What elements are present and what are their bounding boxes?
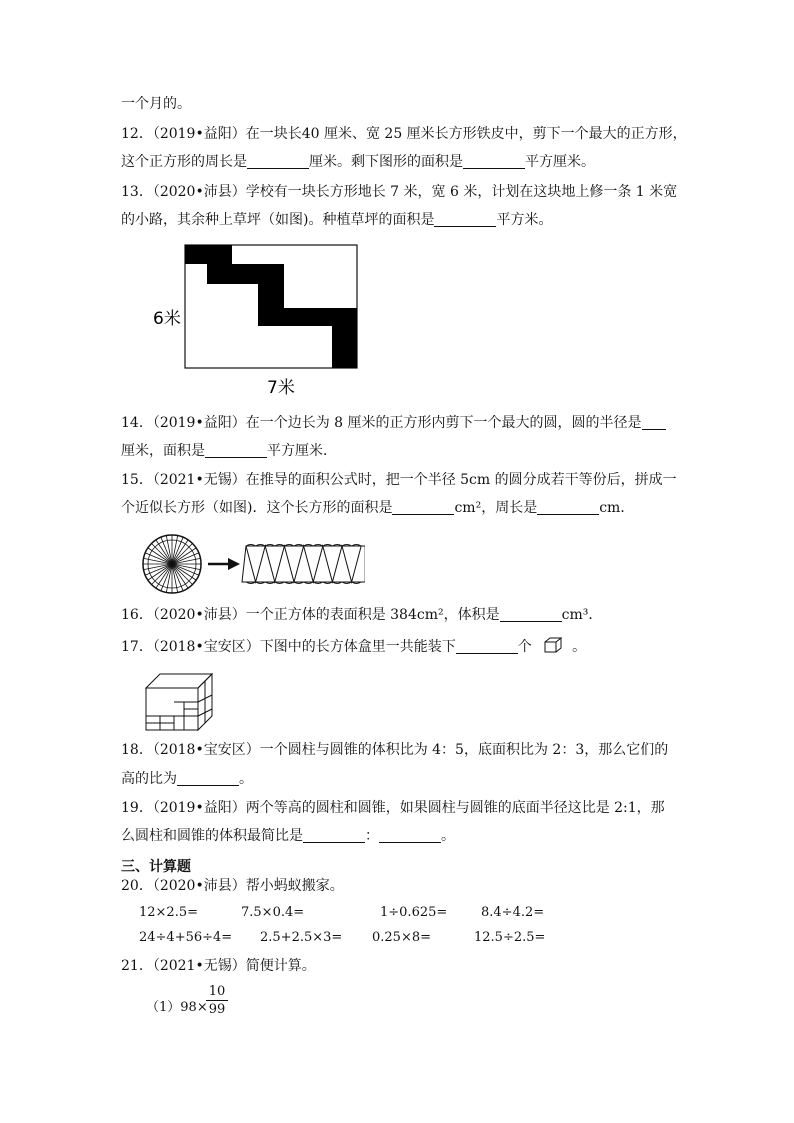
fraction-denominator: 99 bbox=[208, 1002, 226, 1017]
calc-item: 24÷4+56÷4= bbox=[139, 930, 233, 945]
answer-blank[interactable] bbox=[434, 212, 496, 227]
fraction-numerator: 10 bbox=[208, 984, 226, 999]
answer-blank[interactable] bbox=[303, 828, 365, 843]
answer-blank[interactable] bbox=[500, 607, 562, 622]
answer-blank[interactable] bbox=[537, 500, 599, 515]
answer-blank[interactable] bbox=[177, 771, 239, 786]
question-14-line2: 厘米，面积是 平方厘米． bbox=[121, 443, 337, 459]
calc-item: 12.5÷2.5= bbox=[474, 930, 546, 945]
section-heading: 三、计算题 bbox=[121, 859, 191, 875]
question-20: 20．（2020•沛县）帮小蚂蚁搬家。 bbox=[121, 878, 344, 894]
calc-item: 12×2.5= bbox=[139, 905, 199, 920]
question-19-line2: 么圆柱和圆锥的体积最简比是 ： 。 bbox=[121, 828, 455, 844]
calc-item: 0.25×8= bbox=[372, 930, 432, 945]
height-label: 6米 bbox=[153, 309, 181, 329]
answer-blank[interactable] bbox=[456, 639, 518, 654]
calc-item: 7.5×0.4= bbox=[241, 905, 305, 920]
calc-item: 1÷0.625= bbox=[380, 905, 448, 920]
approximate-rectangle-icon bbox=[242, 545, 365, 584]
fraction bbox=[206, 984, 228, 1017]
question-18-line2: 高的比为 。 bbox=[121, 771, 253, 787]
calc-item-label: （1）98× bbox=[146, 1000, 208, 1015]
question-21: 21．（2021•无锡）简便计算。 bbox=[121, 958, 316, 974]
fraction-bar bbox=[206, 1000, 228, 1001]
question-16: 16．（2020•沛县）一个正方体的表面积是 384cm²，体积是 cm³． bbox=[121, 607, 603, 623]
lawn-path-figure bbox=[150, 240, 370, 400]
width-label: 7米 bbox=[267, 378, 295, 398]
question-12-line2: 这个正方形的周长是 厘米。剩下图形的面积是 平方厘米。 bbox=[121, 154, 595, 170]
question-15-line2: 个近似长方形（如图)．这个长方形的面积是 cm²，周长是 cm． bbox=[121, 500, 635, 516]
question-12-line1: 12．（2019•益阳）在一块长40 厘米、宽 25 厘米长方形铁皮中，剪下一个最大的正方形， bbox=[121, 126, 687, 142]
text-line: 一个月的。 bbox=[121, 96, 191, 112]
answer-blank[interactable] bbox=[205, 443, 267, 458]
calc-item: 8.4÷4.2= bbox=[481, 905, 545, 920]
answer-blank[interactable] bbox=[463, 154, 525, 169]
answer-blank[interactable] bbox=[379, 828, 441, 843]
question-15-line1: 15．（2021•无锡）在推导的面积公式时，把一个半径 5cm 的圆分成若干等份后，拼成一 bbox=[121, 472, 677, 488]
question-17: 17．（2018•宝安区）下图中的长方体盒里一共能装下 个 。 bbox=[121, 636, 586, 656]
question-14-line1: 14．（2019•益阳）在一个边长为 8 厘米的正方形内剪下一个最大的圆，圆的半径是 bbox=[121, 414, 666, 432]
circle-to-rectangle-figure bbox=[140, 532, 365, 596]
answer-blank[interactable] bbox=[392, 500, 454, 515]
question-19-line1: 19．（2019•益阳）两个等高的圆柱和圆锥，如果圆柱与圆锥的底面半径这比是 2:1，那 bbox=[121, 800, 665, 816]
question-13-line2: 的小路，其余种上草坪（如图)。种植草坪的面积是 平方米。 bbox=[121, 212, 553, 228]
question-13-line1: 13．（2020•沛县）学校有一块长方形地长 7 米，宽 6 米，计划在这块地上修一条 1 米宽 bbox=[121, 184, 678, 200]
calc-item: 2.5+2.5×3= bbox=[260, 930, 343, 945]
small-cube-icon bbox=[542, 636, 568, 654]
cuboid-box-figure bbox=[140, 668, 220, 734]
arrow-right-icon bbox=[208, 558, 240, 570]
answer-blank[interactable] bbox=[642, 415, 666, 430]
question-18-line1: 18．（2018•宝安区）一个圆柱与圆锥的体积比为 4：5，底面积比为 2：3，那么它们的 bbox=[121, 742, 669, 758]
sectored-circle-icon bbox=[143, 535, 201, 593]
answer-blank[interactable] bbox=[247, 154, 309, 169]
